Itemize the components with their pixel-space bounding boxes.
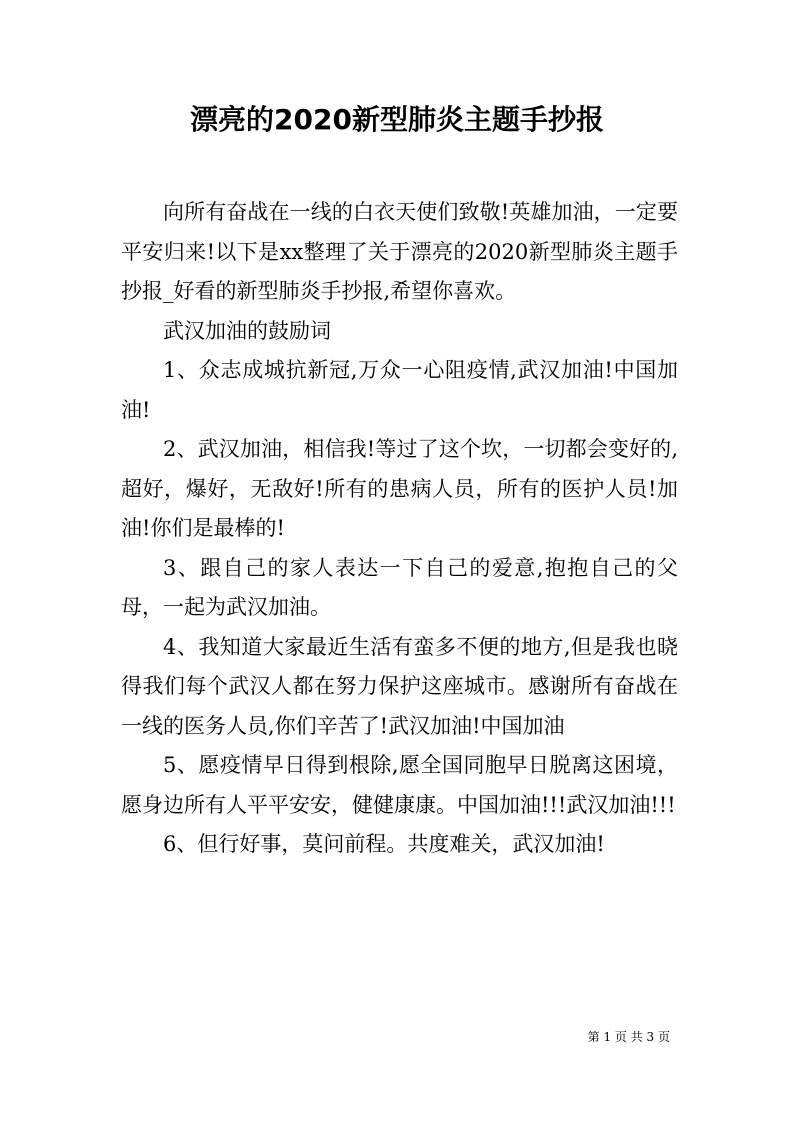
page-number-footer: 第 1 页 共 3 页: [587, 1030, 670, 1044]
list-item-1: 1、众志成城抗新冠,万众一心阻疫情,武汉加油!中国加油!: [121, 358, 678, 422]
list-item-2: 2、武汉加油，相信我!等过了这个坎，一切都会变好的,超好，爆好，无敌好!所有的患病人员，所有的医护人员!加油!你们是最棒的!: [121, 437, 678, 540]
document-body: [121, 193, 678, 865]
paragraph-intro: 向所有奋战在一线的白衣天使们致敬!英雄加油，一定要平安归来!以下是xx整理了关于漂亮的2020新型肺炎主题手抄报_好看的新型肺炎手抄报,希望你喜欢。: [121, 200, 678, 303]
list-item-3: 3、跟自己的家人表达一下自己的爱意,抱抱自己的父母，一起为武汉加油。: [121, 555, 678, 619]
list-item-6: 6、但行好事，莫问前程。共度难关，武汉加油!: [163, 832, 605, 856]
section-heading: 武汉加油的鼓励词: [163, 318, 331, 343]
list-item-4: 4、我知道大家最近生活有蛮多不便的地方,但是我也晓得我们每个武汉人都在努力保护这座城市。感谢所有奋战在一线的医务人员,你们辛苦了!武汉加油!中国加油: [121, 634, 678, 738]
list-item-5: 5、愿疫情早日得到根除,愿全国同胞早日脱离这困境，愿身边所有人平平安安，健健康康。中国加油!!!武汉加油!!!: [121, 753, 678, 817]
document-title: 漂亮的2020新型肺炎主题手抄报: [190, 103, 604, 136]
